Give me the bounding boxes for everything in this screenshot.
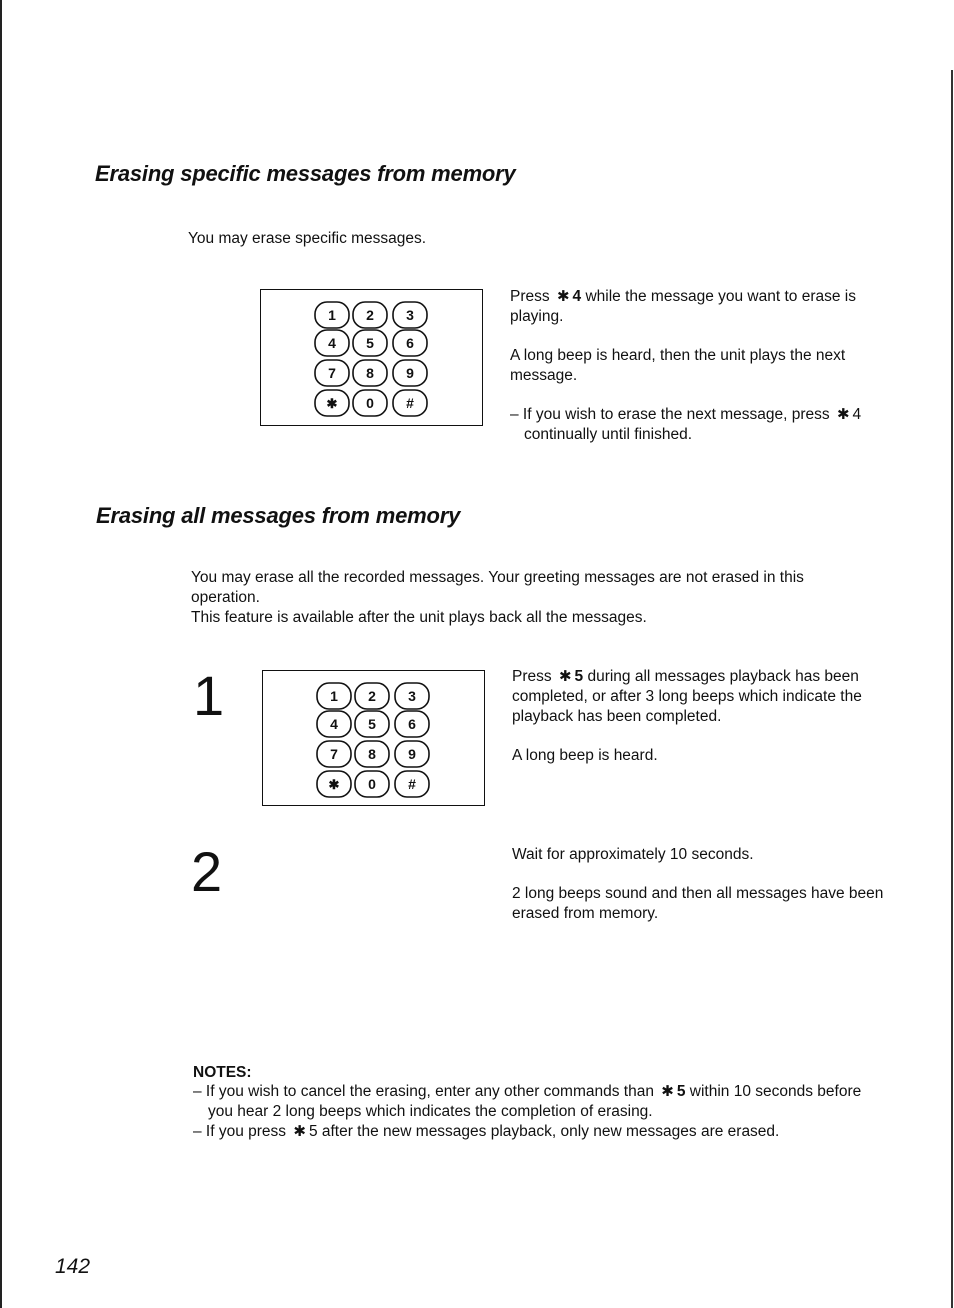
svg-text:0: 0 bbox=[368, 776, 376, 792]
keypad-key-0 bbox=[353, 390, 387, 416]
note-2: – If you press ✱ 5 after the new messages playback, only new messages are erased. bbox=[193, 1123, 780, 1140]
svg-text:0: 0 bbox=[366, 395, 374, 411]
section1-heading: Erasing specific messages from memory bbox=[95, 161, 516, 186]
svg-text:2: 2 bbox=[368, 688, 376, 704]
keypad-key-1 bbox=[317, 683, 351, 709]
key-label: 5 bbox=[574, 668, 584, 685]
keypad-key-2 bbox=[355, 683, 389, 709]
step-2-wait: Wait for approximately 10 seconds. bbox=[512, 846, 754, 863]
step-1-instructions bbox=[512, 667, 897, 766]
keypad-key-7 bbox=[315, 360, 349, 386]
svg-text:8: 8 bbox=[366, 365, 374, 381]
svg-text:6: 6 bbox=[406, 335, 414, 351]
step-1-beep-note: A long beep is heard. bbox=[512, 747, 658, 764]
keypad-key-8 bbox=[355, 741, 389, 767]
page-number: 142 bbox=[55, 1255, 91, 1278]
svg-text:1: 1 bbox=[328, 307, 336, 323]
svg-text:7: 7 bbox=[328, 365, 336, 381]
section2-heading: Erasing all messages from memory bbox=[96, 503, 461, 528]
star-key-icon: ✱ bbox=[293, 1123, 306, 1140]
star-key-icon: ✱ bbox=[558, 668, 572, 685]
keypad-key-3 bbox=[393, 302, 427, 328]
keypad-key-4 bbox=[315, 330, 349, 356]
keypad-key-6 bbox=[395, 711, 429, 737]
keypad-key-1 bbox=[315, 302, 349, 328]
svg-text:3: 3 bbox=[408, 688, 416, 704]
svg-text:✱: ✱ bbox=[328, 777, 340, 792]
keypad-key-star bbox=[317, 771, 351, 797]
keypad-illustration-2 bbox=[262, 670, 485, 806]
section1-press-instruction: Press ✱ 4 while the message you want to erase is playing. bbox=[510, 288, 856, 325]
svg-text:3: 3 bbox=[406, 307, 414, 323]
svg-text:9: 9 bbox=[408, 746, 416, 762]
keypad-key-hash bbox=[393, 390, 427, 416]
keypad-illustration-1 bbox=[260, 289, 483, 426]
svg-text:✱: ✱ bbox=[326, 396, 338, 411]
keypad-key-9 bbox=[395, 741, 429, 767]
notes-title: NOTES: bbox=[193, 1064, 252, 1081]
section2-intro-line1: You may erase all the recorded messages. Your greeting messages are not erased in this operation. bbox=[191, 569, 804, 606]
svg-text:4: 4 bbox=[330, 716, 338, 732]
keypad-keys bbox=[261, 290, 482, 424]
keypad-key-4 bbox=[317, 711, 351, 737]
keypad-key-8 bbox=[353, 360, 387, 386]
svg-text:6: 6 bbox=[408, 716, 416, 732]
step-2-result: 2 long beeps sound and then all messages have been erased from memory. bbox=[512, 885, 884, 922]
star-key-icon: ✱ bbox=[836, 406, 850, 423]
keypad-key-3 bbox=[395, 683, 429, 709]
section1-tip: – If you wish to erase the next message, press ✱ 4 continually until finished. bbox=[510, 406, 862, 443]
note-1: – If you wish to cancel the erasing, enter any other commands than ✱ 5 within 10 seconds before you hear 2 long beeps which indicates the completion of erasing. bbox=[193, 1083, 862, 1120]
step-1-press-instruction: Press ✱ 5 during all messages playback has been completed, or after 3 long beeps which indicate the playback has been completed. bbox=[512, 668, 862, 725]
svg-text:1: 1 bbox=[330, 688, 338, 704]
keypad-key-hash bbox=[395, 771, 429, 797]
step-2-number: 2 bbox=[191, 840, 223, 903]
keypad-key-star bbox=[315, 390, 349, 416]
page-left-edge bbox=[0, 0, 2, 1308]
svg-text:#: # bbox=[406, 395, 414, 411]
keypad-key-2 bbox=[353, 302, 387, 328]
step-2-instructions bbox=[512, 845, 897, 924]
svg-text:#: # bbox=[408, 776, 416, 792]
keypad-key-6 bbox=[393, 330, 427, 356]
section1-intro: You may erase specific messages. bbox=[188, 230, 427, 247]
keypad-keys bbox=[263, 671, 484, 805]
step-1-number: 1 bbox=[193, 664, 225, 727]
section1-beep-note: A long beep is heard, then the unit plays the next message. bbox=[510, 347, 846, 384]
svg-text:4: 4 bbox=[328, 335, 336, 351]
svg-text:5: 5 bbox=[368, 716, 376, 732]
svg-text:9: 9 bbox=[406, 365, 414, 381]
svg-text:5: 5 bbox=[366, 335, 374, 351]
keypad-key-5 bbox=[353, 330, 387, 356]
svg-text:7: 7 bbox=[330, 746, 338, 762]
key-label: 4 bbox=[572, 288, 582, 305]
section2-intro-line2: This feature is available after the unit plays back all the messages. bbox=[191, 609, 647, 626]
keypad-key-9 bbox=[393, 360, 427, 386]
keypad-key-7 bbox=[317, 741, 351, 767]
keypad-key-0 bbox=[355, 771, 389, 797]
page-right-edge bbox=[951, 70, 953, 1308]
section2-intro bbox=[191, 568, 871, 628]
star-key-icon: ✱ bbox=[661, 1083, 674, 1100]
svg-text:8: 8 bbox=[368, 746, 376, 762]
star-key-icon: ✱ bbox=[556, 288, 570, 305]
svg-text:2: 2 bbox=[366, 307, 374, 323]
section1-instructions bbox=[510, 287, 895, 445]
key-label: 5 bbox=[676, 1083, 686, 1100]
keypad-key-5 bbox=[355, 711, 389, 737]
